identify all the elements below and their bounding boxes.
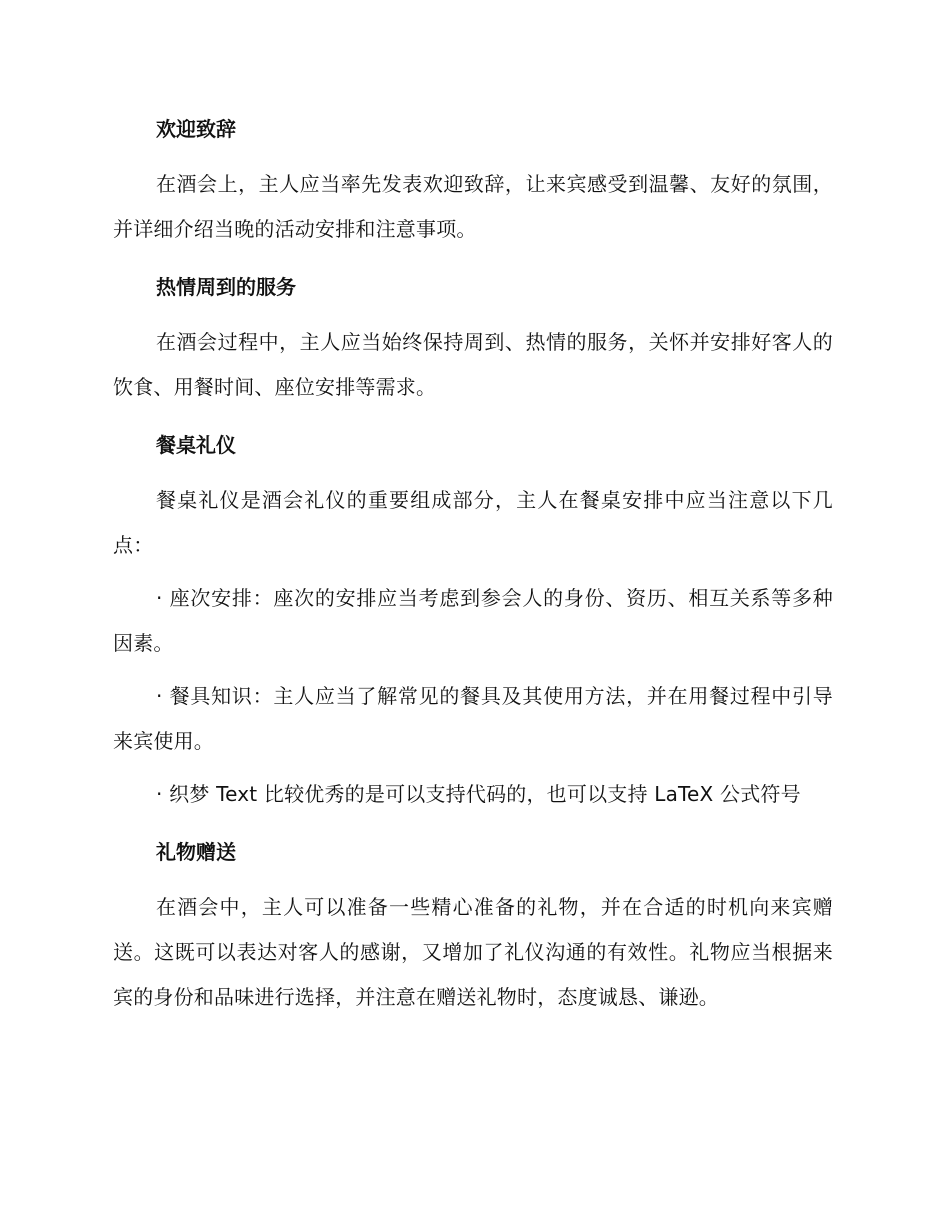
section-heading-welcome: 欢迎致辞	[156, 117, 236, 141]
section-heading-service: 热情周到的服务	[156, 275, 296, 299]
section-paragraph: 在酒会中，主人可以准备一些精心准备的礼物，并在合适的时机向来宾赠送。这既可以表达对客人的感谢，又增加了礼仪沟通的有效性。礼物应当根据来宾的身份和品味进行选择，并注意在赠送礼物时，态度诚恳、谦逊。	[113, 895, 833, 1009]
section-paragraph: 餐桌礼仪是酒会礼仪的重要组成部分，主人在餐桌安排中应当注意以下几点：	[113, 488, 833, 557]
bullet-item: · 织梦 Text 比较优秀的是可以支持代码的，也可以支持 LaTeX 公式符号	[156, 782, 801, 806]
section-heading-table-etiquette: 餐桌礼仪	[156, 433, 236, 457]
document-page	[113, 112, 833, 1020]
section-heading-gifts: 礼物赠送	[156, 840, 236, 864]
bullet-item: · 座次安排：座次的安排应当考虑到参会人的身份、资历、相互关系等多种因素。	[113, 586, 833, 655]
section-paragraph: 在酒会上，主人应当率先发表欢迎致辞，让来宾感受到温馨、友好的氛围，并详细介绍当晚的活动安排和注意事项。	[113, 172, 833, 241]
bullet-item: · 餐具知识：主人应当了解常见的餐具及其使用方法，并在用餐过程中引导来宾使用。	[113, 684, 833, 753]
section-paragraph: 在酒会过程中，主人应当始终保持周到、热情的服务，关怀并安排好客人的饮食、用餐时间、座位安排等需求。	[113, 330, 833, 399]
